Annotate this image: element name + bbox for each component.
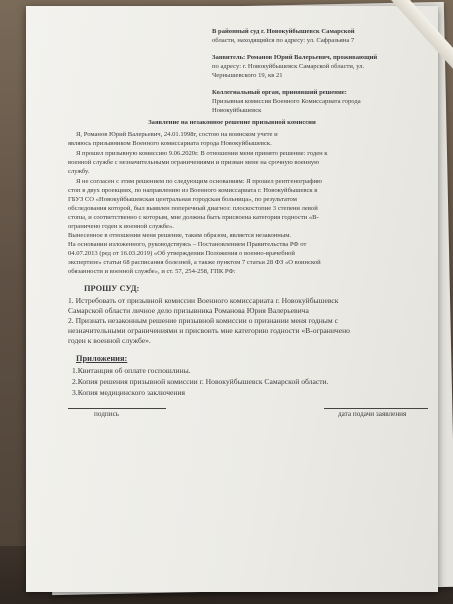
body-line: экспертизе» статьи 68 расписания болезней, а также пунктом 7 статьи 28 ФЗ «О воинской	[68, 259, 321, 266]
signature-line	[68, 408, 166, 409]
body-line: Я не согласен с этим решением по следующим основаниям: Я прошел рентгенографию	[76, 178, 322, 185]
body-line: службу.	[68, 168, 90, 175]
applicant-line-2: по адресу: г. Новокуйбышевск Самарской области, ул.	[212, 63, 365, 70]
attachments-heading: Приложения:	[76, 354, 128, 363]
attachment-item: 3.Копия медицинского заключения	[72, 388, 186, 397]
request-line: Самарской области личное дело призывника Романова Юрия Валерьевича	[68, 306, 309, 315]
body-line: обследования которой, был выявлен поперечный диагноз: плоскостопие 3 степени левой	[68, 205, 318, 212]
body-line: 04.07.2013 (ред от 16.03.2019) «Об утверждении Положения о военно-врачебной	[68, 250, 295, 257]
attachment-item: 2.Копия решения призывной комиссии г. Новокуйбышевск Самарской области.	[72, 377, 329, 386]
body-line: Я прошел призывную комиссию 9.06.2020г. В отношении меня принято решение: годен к	[76, 150, 328, 157]
applicant-line-3: Чернышевского 19, кв 21	[212, 72, 283, 79]
body-line: являюсь призывником Военного комиссариата города Новокуйбышевск.	[68, 140, 272, 147]
signature-label: подпись	[94, 410, 120, 418]
date-line	[324, 408, 428, 409]
body-line: стоп в двух проекциях, по направлению из Военного комиссариата г. Новокуйбышевск в	[68, 187, 318, 194]
document-title: Заявление на незаконное решение призывной комиссии	[148, 119, 316, 126]
date-label: дата подачи заявления	[338, 410, 407, 418]
request-heading: ПРОШУ СУД:	[84, 284, 140, 293]
document-sheet	[26, 6, 438, 592]
body-line: Вынесенное в отношении меня решение, таким образом, является незаконным.	[68, 232, 292, 239]
body-line: На основании изложенного, руководствуясь – Постановлением Правительства РФ от	[68, 241, 307, 248]
respondent-line-2: Призывная комиссия Военного Комиссариата города	[212, 98, 361, 105]
body-line: стопы, и соответственно с которым, мне должны быть присвоена категория годности «В-	[68, 214, 319, 221]
respondent-line-1: Коллегиальный орган, принявший решение:	[212, 89, 347, 96]
applicant-line-1: Заявитель: Романов Юрий Валерьевич, проживающий	[212, 54, 378, 61]
respondent-line-3: Новокуйбышевск	[212, 107, 262, 114]
attachment-item: 1.Квитанция об оплате госпошлины.	[72, 366, 191, 375]
court-line-2: области, находящийся по адресу: ул. Сафразьяна 7	[212, 37, 355, 44]
body-line: ГБУЗ СО «Новокуйбышевская центральная городская больница», по результатом	[68, 196, 297, 203]
request-line: 2. Признать незаконным решение призывной комиссии о признании меня годным с	[68, 316, 338, 325]
request-line: незначительными ограничениями и присвоить мне категорию годности «В-ограничено	[68, 326, 350, 335]
body-line: военной службе с незначительными ограничениями и призван мене на срочную военную	[68, 159, 320, 166]
court-line-1: В районный суд г. Новокуйбышевск Самарской	[212, 28, 355, 35]
body-line: Я, Романов Юрий Валерьевич, 24.01.1998г, состою на воинском учете и	[76, 131, 278, 138]
body-line: ограничено годен к военной службе».	[68, 223, 174, 230]
request-line: годен к военной службе».	[68, 336, 151, 345]
request-line: 1. Истребовать от призывной комиссии Военного комиссариата г. Новокуйбышевск	[68, 296, 339, 305]
body-line: обязанности и военной службе», и ст. 57, 254-258, ГПК РФ:	[68, 268, 236, 275]
